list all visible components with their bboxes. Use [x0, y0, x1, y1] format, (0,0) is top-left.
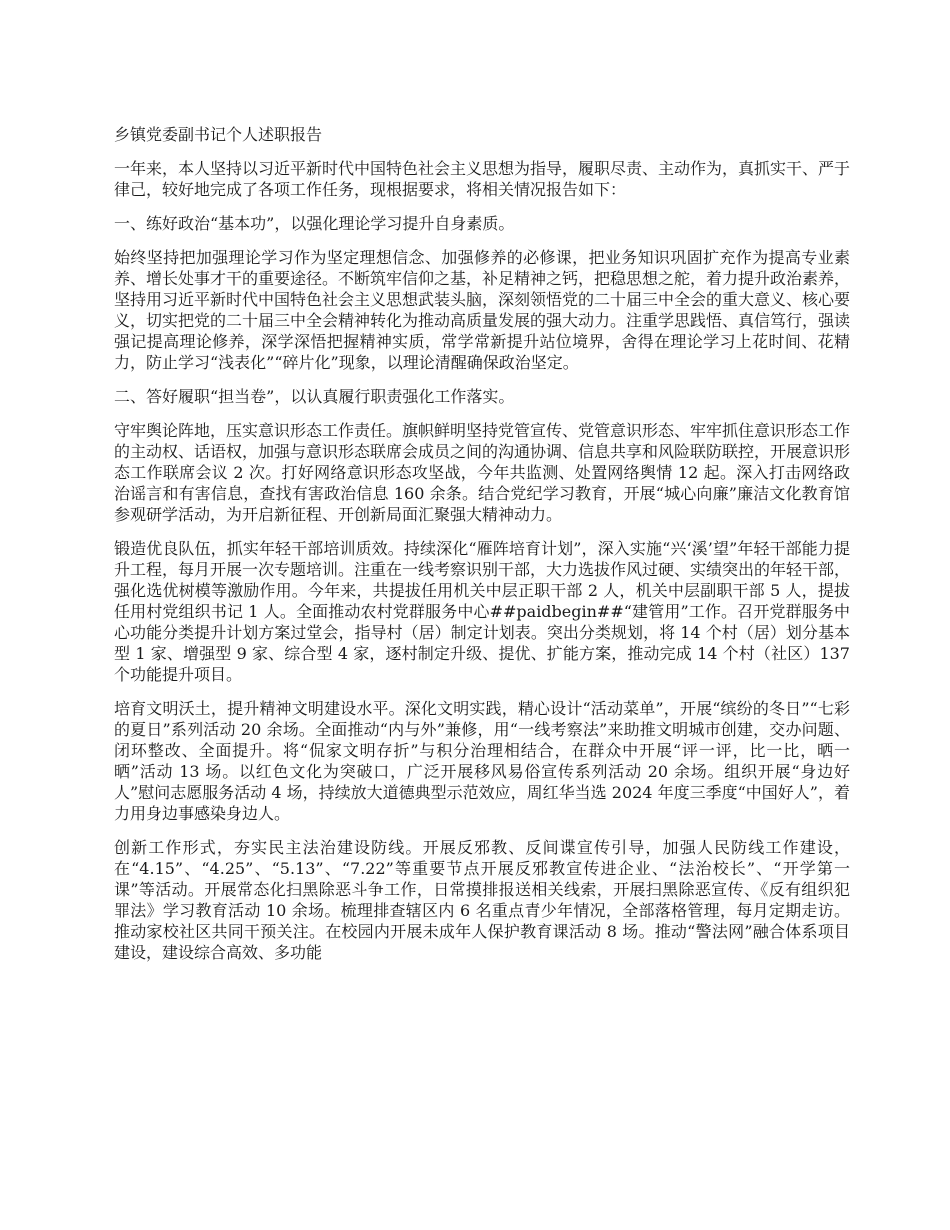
document-title: 乡镇党委副书记个人述职报告 — [114, 125, 323, 144]
intro-paragraph: 一年来，本人坚持以习近平新时代中国特色社会主义思想为指导，履职尽责、主动作为，真抓实干、严于律己，较好地完成了各项工作任务，现根据要求，将相关情况报告如下： — [114, 159, 851, 199]
document-page — [114, 124, 850, 976]
section-2-paragraph-civilization: 培育文明沃土，提升精神文明建设水平。深化文明实践，精心设计“活动菜单”，开展“缤纷的冬日”“七彩的夏日”系列活动 20 余场。全面推动“内与外”兼修，用“一线考察法”来助推文明城市创建，交办问题、闭环整改、全面提升。将“侃家文明存折”与积分治理相结合，在群众中开展“评一评，比一比，晒一晒”活动 13 场。以红色文化为突破口，广泛开展移风易俗宣传系列活动 20 余场。组织开展“身边好人”慰问志愿服务活动 4 场，持续放大道德典型示范效应，周红华当选 2024 年度三季度“中国好人”，着力用身边事感染身边人。 — [114, 699, 850, 823]
section-2-paragraph-ideology: 守牢舆论阵地，压实意识形态工作责任。旗帜鲜明坚持党管宣传、党管意识形态、牢牢抓住意识形态工作的主动权、话语权，加强与意识形态联席会成员之间的沟通协调、信息共享和风险联防联控，开展意识形态工作联席会议 2 次。打好网络意识形态攻坚战，今年共监测、处置网络舆情 12 起。深入打击网络政治谣言和有害信息，查找有害政治信息 160 余条。结合党纪学习教育，开展“城心向廉”廉洁文化教育馆参观研学活动，为开启新征程、开创新局面汇聚强大精神动力。 — [114, 421, 851, 524]
section-1-paragraph: 始终坚持把加强理论学习作为坚定理想信念、加强修养的必修课，把业务知识巩固扩充作为提高专业素养、增长处事才干的重要途径。不断筑牢信仰之基，补足精神之钙，把稳思想之舵，着力提升政治素养，坚持用习近平新时代中国特色社会主义思想武装头脑，深刻领悟党的二十届三中全会的重大意义、核心要义，切实把党的二十届三中全会精神转化为推动高质量发展的强大动力。注重学思践悟、真信笃行，强读强记提高理论修养，深学深悟把握精神实质，常学常新提升站位境界，舍得在理论学习上花时间、花精力，防止学习“浅表化”“碎片化”现象，以理论清醒确保政治坚定。 — [114, 248, 851, 372]
section-2-paragraph-cadres: 锻造优良队伍，抓实年轻干部培训质效。持续深化“雁阵培育计划”，深入实施“兴‘溪’望”年轻干部能力提升工程，每月开展一次专题培训。注重在一线考察识别干部，大力选拔作风过硬、实绩突出的年轻干部，强化选优树模等激励作用。今年来，共提拔任用机关中层正职干部 2 人，机关中层副职干部 5 人，提拔任用村党组织书记 1 人。全面推动农村党群服务中心##paidbegin##“建管用”工作。召开党群服务中心功能分类提升计划方案过堂会，指导村（居）制定计划表。突出分类规划，将 14 个村（居）划分基本型 1 家、增强型 9 家、综合型 4 家，逐村制定升级、提优、扩能方案，推动完成 14 个村（社区）137 个功能提升项目。 — [114, 539, 851, 684]
section-heading-1: 一、练好政治“基本功”，以强化理论学习提升自身素质。 — [114, 214, 515, 233]
section-2-paragraph-rule-of-law: 创新工作形式，夯实民主法治建设防线。开展反邪教、反间谍宣传引导，加强人民防线工作建设，在“4.15”、“4.25”、“5.13”、“7.22”等重要节点开展反邪教宣传进企业、“法治校长”、“开学第一课”等活动。开展常态化扫黑除恶斗争工作，日常摸排报送相关线索，开展扫黑除恶宣传、《反有组织犯罪法》学习教育活动 10 余场。梳理排查辖区内 6 名重点青少年情况，全部落格管理，每月定期走访。推动家校社区共同干预关注。在校园内开展未成年人保护教育课活动 8 场。推动“警法网”融合体系项目建设，建设综合高效、多功能 — [114, 838, 850, 962]
section-heading-2: 二、答好履职“担当卷”，以认真履行职责强化工作落实。 — [114, 387, 515, 406]
